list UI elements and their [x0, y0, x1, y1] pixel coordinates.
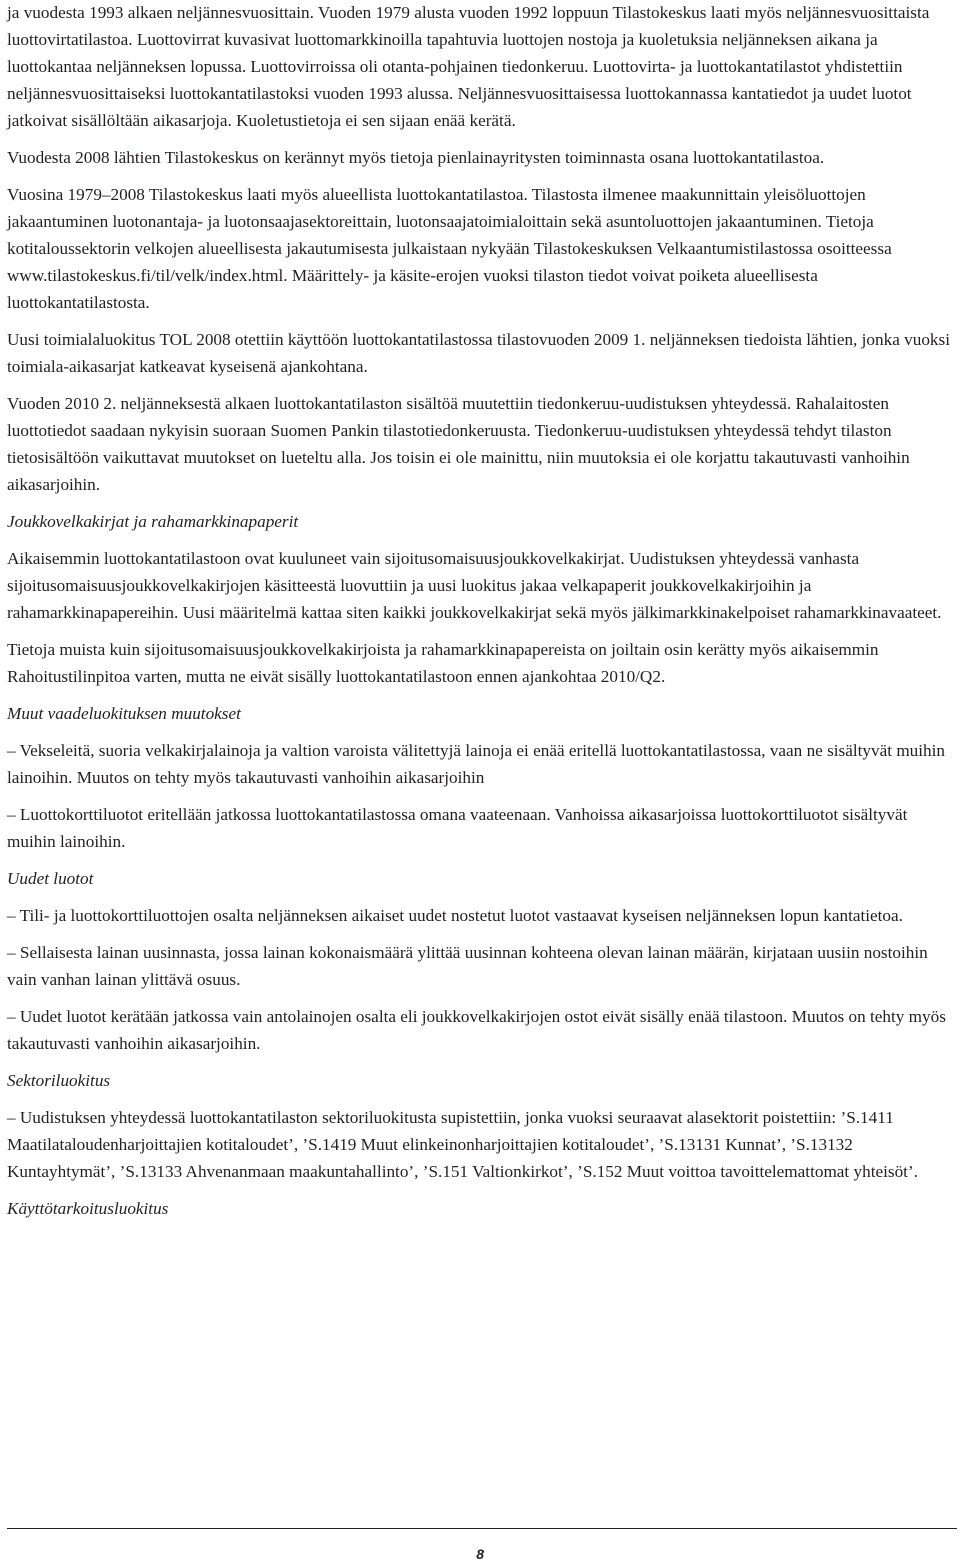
list-item-antolainat: – Uudet luotot kerätään jatkossa vain antolainojen osalta eli joukkovelkakirjojen ostot eivät sisälly enää tilastoon. Muutos on tehty myös takautuvasti vanhoihin aikasarjoihin. — [7, 1007, 946, 1053]
document-page — [7, 0, 957, 1222]
section-heading-uudet-luotot: Uudet luotot — [7, 869, 94, 888]
section-heading-kayttotarkoitus: Käyttötarkoitusluokitus — [7, 1199, 169, 1218]
paragraph-joukkovelkakirjat-2: Tietoja muista kuin sijoitusomaisuusjoukkovelkakirjoista ja rahamarkkinapapereista on joiltain osin kerätty myös aikaisemmin Rahoitustilinpitoa varten, mutta ne eivät sisälly luottokantatilastoon ennen ajankohtaa 2010/Q2. — [7, 640, 879, 686]
paragraph-history: ja vuodesta 1993 alkaen neljännesvuosittain. Vuoden 1979 alusta vuoden 1992 loppuun Tilastokeskus laati myös neljännesvuosittaista luottovirtatilastoa. Luottovirrat kuvasivat luottomarkkinoilla tapahtuvia luottojen nostoja ja kuoletuksia neljänneksen aikana ja luottokantaa neljänneksen lopussa. Luottovirroissa oli otanta-pohjainen tiedonkeruu. Luottovirta- ja luottokantatilastot yhdistettiin neljännesvuosittaiseksi luottokantatilastoksi vuoden 1993 alussa. Neljännesvuosittaisessa luottokannassa kantatiedot ja uudet luotot jatkoivat sisällöltään aikasarjoja. Kuoletustietoja ei sen sijaan enää kerätä. — [7, 3, 930, 130]
paragraph-tiedonkeruu: Vuoden 2010 2. neljänneksestä alkaen luottokantatilaston sisältöä muutettiin tiedonkeruu-uudistuksen yhteydessä. Rahalaitosten luottotiedot saadaan nykyisin suoraan Suomen Pankin tilastotiedonkeruusta. Tiedonkeruu-uudistuksen yhteydessä tehdyt tilaston tietosisältöön vaikuttavat muutokset on lueteltu alla. Jos toisin ei ole mainittu, niin muutoksia ei ole korjattu takautuvasti vanhoihin aikasarjoihin. — [7, 394, 910, 494]
paragraph-pienlainayritykset: Vuodesta 2008 lähtien Tilastokeskus on kerännyt myös tietoja pienlainayritysten toiminnasta osana luottokantatilastoa. — [7, 148, 825, 167]
list-item-uusinta: – Sellaisesta lainan uusinnasta, jossa lainan kokonaismäärä ylittää uusinnan kohteena olevan lainan määrän, kirjataan uusiin nostoihin vain vanhan lainan ylittävä osuus. — [7, 943, 928, 989]
list-item-tililuotot: – Tili- ja luottokorttiluottojen osalta neljänneksen aikaiset uudet nostetut luotot vastaavat kyseisen neljänneksen lopun kantatietoa. — [7, 906, 903, 925]
section-heading-sektoriluokitus: Sektoriluokitus — [7, 1071, 111, 1090]
list-item-sektorit: – Uudistuksen yhteydessä luottokantatilaston sektoriluokitusta supistettiin, jonka vuoksi seuraavat alasektorit poistettiin: ’S.1411 Maatilataloudenharjoittajien kotitaloudet’, ’S.1419 Muut elinkeinonharjoittajien kotitaloudet’, ’S.13131 Kunnat’, ’S.13132 Kuntayhtymät’, ’S.13133 Ahvenanmaan maakuntahallinto’, ’S.151 Valtionkirkot’, ’S.152 Muut voittoa tavoittelemattomat yhteisöt’. — [7, 1108, 918, 1181]
list-item-luottokortit: – Luottokorttiluotot eritellään jatkossa luottokantatilastossa omana vaateenaan. Vanhoissa aikasarjoissa luottokorttiluotot sisältyvät muihin lainoihin. — [7, 805, 908, 851]
section-heading-joukkovelkakirjat: Joukkovelkakirjat ja rahamarkkinapaperit — [7, 512, 299, 531]
paragraph-joukkovelkakirjat-1: Aikaisemmin luottokantatilastoon ovat kuuluneet vain sijoitusomaisuusjoukkovelkakirjat. Uudistuksen yhteydessä vanhasta sijoitusomaisuusjoukkovelkakirjojen käsitteestä luovuttiin ja uusi luokitus jakaa velkapaperit joukkovelkakirjoihin ja rahamarkkinapapereihin. Uusi määritelmä kattaa siten kaikki joukkovelkakirjat sekä myös jälkimarkkinakelpoiset rahamarkkinavaateet. — [7, 549, 942, 622]
section-heading-vaadeluokitus: Muut vaadeluokituksen muutokset — [7, 704, 241, 723]
list-item-vekselit: – Vekseleitä, suoria velkakirjalainoja ja valtion varoista välitettyjä lainoja ei enää eritellä luottokantatilastossa, vaan ne sisältyvät muihin lainoihin. Muutos on tehty myös takautuvasti vanhoihin aikasarjoihin — [7, 741, 946, 787]
page-number: 8 — [476, 1546, 484, 1562]
paragraph-alueellinen: Vuosina 1979–2008 Tilastokeskus laati myös alueellista luottokantatilastoa. Tilastosta ilmenee maakunnittain yleisöluottojen jakaantuminen luotonantaja- ja luotonsaajasektoreittain, luotonsaajatoimialoittain sekä asuntoluottojen jakaantuminen. Tietoja kotitaloussektorin velkojen alueellisesta jakautumisesta julkaistaan nykyään Tilastokeskuksen Velkaantumistilastossa osoitteessa www.tilastokeskus.fi/til/velk/index.html. Määrittely- ja käsite-erojen vuoksi tilaston tiedot voivat poiketa alueellisesta luottokantatilastosta. — [7, 185, 892, 312]
footer-divider — [7, 1528, 957, 1529]
paragraph-tol2008: Uusi toimialaluokitus TOL 2008 otettiin käyttöön luottokantatilastossa tilastovuoden 2009 1. neljänneksen tiedoista lähtien, jonka vuoksi toimiala-aikasarjat katkeavat kyseisenä ajankohtana. — [7, 330, 950, 376]
